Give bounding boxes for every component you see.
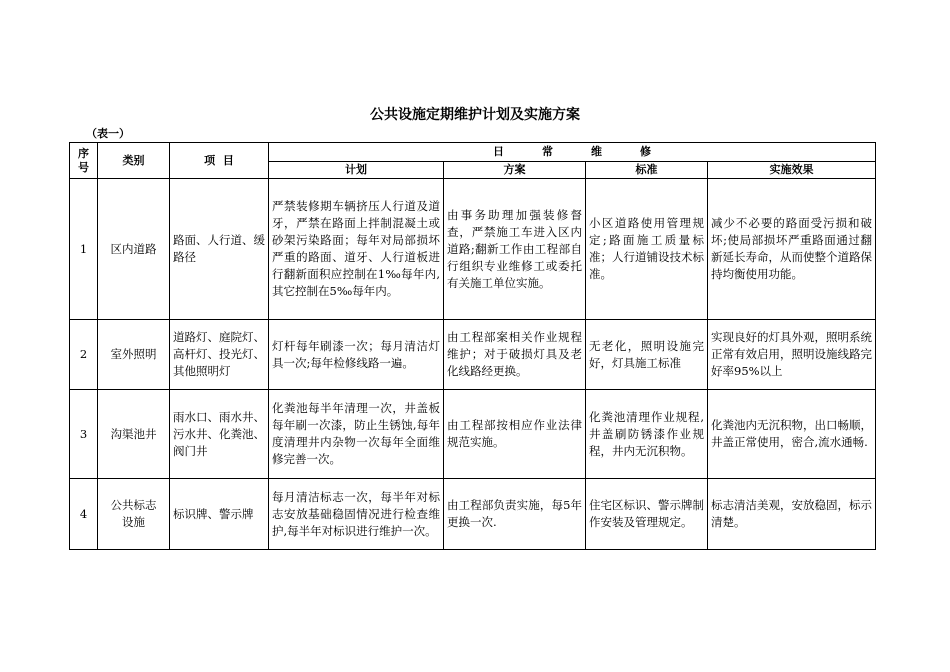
row-scheme: 由工程部负责实施，每5年更换一次.: [444, 479, 586, 550]
row-category: 公共标志设施: [98, 479, 170, 550]
row-category: 区内道路: [98, 179, 170, 320]
row-category: 室外照明: [98, 320, 170, 390]
row-standard: 住宅区标识、警示牌制作安装及管理规定。: [586, 479, 708, 550]
table-row: [70, 320, 876, 390]
header-category: 类别: [98, 143, 170, 179]
header-daily-maintenance: 日常维修: [269, 143, 876, 162]
header-plan: 计划: [269, 162, 444, 179]
document-title: 公共设施定期维护计划及实施方案: [370, 107, 580, 123]
row-item: 路面、人行道、缓路径: [170, 179, 269, 320]
row-plan: 灯杆每年刷漆一次；每月清洁灯具一次;每年检修线路一遍。: [269, 320, 444, 390]
row-seq: 4: [70, 479, 98, 550]
row-scheme: 由工程部按相应作业法律规范实施。: [444, 390, 586, 479]
header-item: 项 目: [170, 143, 269, 179]
row-seq: 1: [70, 179, 98, 320]
row-item: 雨水口、雨水井、污水井、化粪池、阀门井: [170, 390, 269, 479]
header-standard: 标准: [586, 162, 708, 179]
row-category: 沟渠池井: [98, 390, 170, 479]
row-standard: 无老化，照明设施完好，灯具施工标准: [586, 320, 708, 390]
table-caption: （表一）: [86, 127, 130, 140]
row-standard: 小区道路使用管理规定;路面施工质量标准；人行道铺设技术标准。: [586, 179, 708, 320]
table-row: [70, 479, 876, 550]
header-scheme: 方案: [444, 162, 586, 179]
row-seq: 3: [70, 390, 98, 479]
header-row-top: [70, 143, 876, 162]
maintenance-plan-table: [69, 142, 876, 550]
row-seq: 2: [70, 320, 98, 390]
row-scheme: 由工程部案相关作业规程维护；对于破损灯具及老化线路经更换。: [444, 320, 586, 390]
row-item: 标识牌、警示牌: [170, 479, 269, 550]
header-effect: 实施效果: [708, 162, 876, 179]
row-scheme: 由事务助理加强装修督查，严禁施工车进入区内道路;翻新工作由工程部自行组织专业维修工或委托有关施工单位实施。: [444, 179, 586, 320]
table-row: [70, 179, 876, 320]
row-effect: 减少不必要的路面受污损和破坏;使局部损坏严重路面通过翻新延长寿命，从而使整个道路保持均衡使用功能。: [708, 179, 876, 320]
header-seq: 序号: [70, 143, 98, 179]
row-effect: 实现良好的灯具外观，照明系统正常有效启用，照明设施线路完好率95%以上: [708, 320, 876, 390]
table-row: [70, 390, 876, 479]
row-item: 道路灯、庭院灯、高杆灯、投光灯、其他照明灯: [170, 320, 269, 390]
row-plan: 严禁装修期车辆挤压人行道及道牙，严禁在路面上拌制混凝土或砂架污染路面；每年对局部损坏严重的路面、道牙、人行道板进行翻新面积应控制在1‰每年内,其它控制在5‰每年内。: [269, 179, 444, 320]
row-plan: 化粪池每半年清理一次，井盖板每年刷一次漆，防止生锈蚀,每年度清理井内杂物一次每年全面维修完善一次。: [269, 390, 444, 479]
row-effect: 化粪池内无沉积物，出口畅顺，井盖正常使用，密合,流水通畅.: [708, 390, 876, 479]
row-plan: 每月清洁标志一次，每半年对标志安放基础稳固情况进行检查维护,每半年对标识进行维护一次。: [269, 479, 444, 550]
row-standard: 化粪池清理作业规程,井盖刷防锈漆作业规程，井内无沉积物。: [586, 390, 708, 479]
row-effect: 标志清洁美观，安放稳固，标示清楚。: [708, 479, 876, 550]
